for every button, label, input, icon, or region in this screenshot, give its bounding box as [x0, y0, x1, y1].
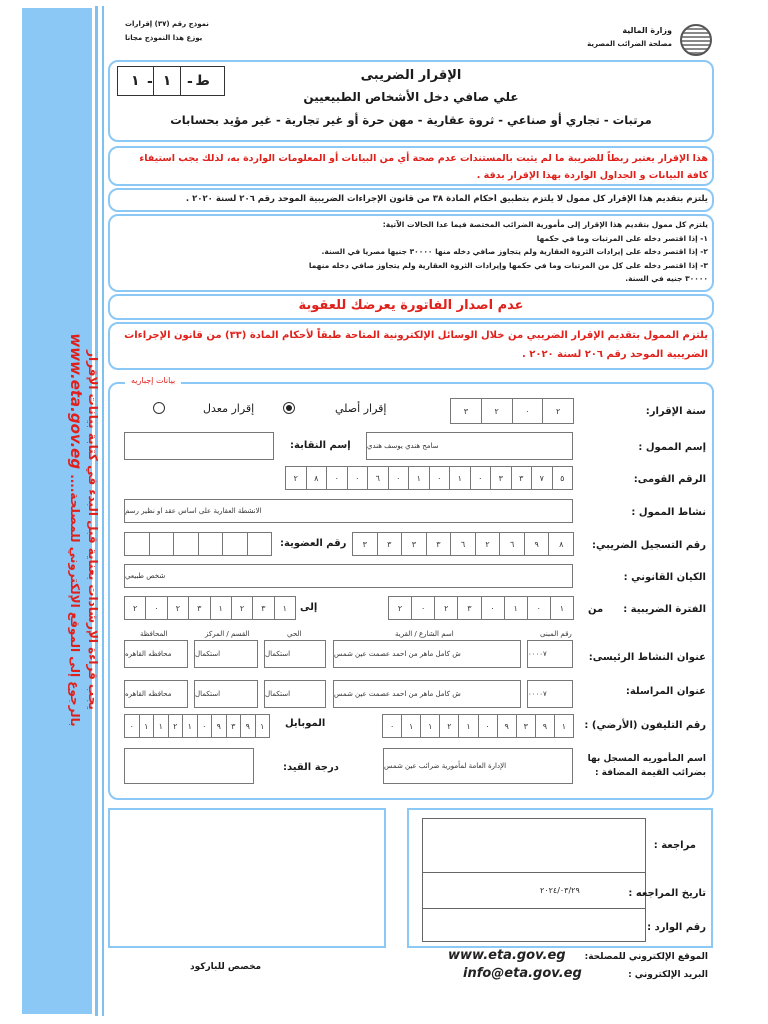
period-from-digit[interactable]: ٣: [457, 597, 480, 619]
year-digit[interactable]: ٢: [542, 399, 573, 423]
landline-digit[interactable]: ٩: [535, 715, 554, 737]
period-to-input[interactable]: [124, 596, 296, 620]
union-name-input[interactable]: [124, 432, 274, 460]
national-id-digit[interactable]: ٠: [429, 467, 450, 489]
period-to-digit[interactable]: ٠: [145, 597, 166, 619]
landline-digit[interactable]: ٢: [439, 715, 458, 737]
membership-digit[interactable]: [149, 533, 174, 555]
mail-address-building-input[interactable]: ٠٠٠٠٧: [527, 680, 573, 708]
national-id-input[interactable]: [285, 466, 573, 490]
tax-registration-digit[interactable]: ٩: [524, 533, 549, 555]
period-to-label: إلى: [300, 602, 318, 613]
notice-list: [116, 218, 708, 286]
website-label: الموقع الإلكتروني للمصلحة:: [584, 952, 708, 962]
landline-digit[interactable]: ٠: [389, 721, 395, 731]
mobile-digit[interactable]: ١: [153, 715, 168, 737]
main-address-building-input[interactable]: ٠٠٠٠٧: [527, 640, 573, 668]
landline-label: رقم التليفون (الأرضي) :: [584, 720, 706, 731]
legal-entity-input[interactable]: شخص طبيعي: [124, 564, 573, 588]
year-input[interactable]: [450, 398, 574, 424]
period-from-input[interactable]: [388, 596, 574, 620]
mail-address-label: عنوان المراسلة:: [625, 686, 706, 697]
period-from-label: من: [588, 604, 604, 615]
membership-input[interactable]: [124, 532, 272, 556]
period-from-digit[interactable]: ٠: [527, 597, 550, 619]
sidebar-website-link[interactable]: www.eta.gov.eg: [67, 333, 85, 470]
mobile-digit[interactable]: ١: [255, 715, 270, 737]
mail-address-district-input[interactable]: استكمال: [264, 680, 326, 708]
form-subtitle: علي صافي دخل الأشخاص الطبيعيين: [303, 90, 519, 104]
tax-registration-input[interactable]: [352, 532, 574, 556]
year-digit[interactable]: ٢: [481, 399, 512, 423]
taxpayer-name-label: إسم الممول :: [638, 442, 706, 453]
registration-degree-label: درجة القيد:: [283, 762, 339, 773]
mobile-digit[interactable]: ٩: [240, 715, 255, 737]
membership-digit[interactable]: [222, 533, 247, 555]
landline-digit[interactable]: ٠: [478, 715, 497, 737]
mobile-digit[interactable]: ٠: [129, 721, 134, 731]
membership-digit[interactable]: [247, 533, 272, 555]
mobile-digit[interactable]: ١: [182, 715, 197, 737]
ministry-name: وزارة المالية: [622, 26, 672, 35]
review-signature-area[interactable]: [422, 818, 646, 942]
registration-degree-input[interactable]: [124, 748, 254, 784]
mobile-digit[interactable]: ٠: [197, 715, 212, 737]
national-id-digit[interactable]: ٠: [347, 467, 368, 489]
activity-input[interactable]: الانشطة العقارية على اساس عقد او نظير رسم: [124, 499, 573, 523]
vat-office-label-2: بضرائب القيمة المضافة :: [594, 768, 706, 778]
review-divider: [422, 908, 646, 909]
period-to-digit[interactable]: ٢: [133, 603, 138, 613]
mail-address-governorate-input[interactable]: محافظه القاهره: [124, 680, 188, 708]
mobile-digit[interactable]: ٣: [226, 715, 241, 737]
mobile-digit[interactable]: ٢: [168, 715, 183, 737]
section-title: بيانات إجباريه: [125, 376, 181, 385]
national-id-digit[interactable]: ٣: [490, 467, 511, 489]
form-code-part: ١: [153, 67, 181, 95]
taxpayer-name-input[interactable]: سامح هندي يوسف هندي: [366, 432, 573, 460]
landline-digit[interactable]: ١: [458, 715, 477, 737]
notice-list-intro: يلتزم كل ممول بتقديم هذا الإقرار إلى مأمورية الضرائب المختصة فيما عدا الحالات الآتية:: [382, 220, 708, 229]
national-id-digit[interactable]: ٠: [326, 467, 347, 489]
notice-list-item: ٣٠٠٠٠ جنيه في السنة.: [625, 274, 708, 283]
notice-art38-text: يلتزم بتقديم هذا الإقرار كل ممول لا يلتزم بتطبيق أحكام المادة ٣٨ من قانون الإجراءات الضريبية الموحد رقم ٢٠٦ لسنة ٢٠٢٠ .: [185, 194, 708, 204]
tax-registration-digit[interactable]: ٨: [548, 533, 573, 555]
tax-registration-digit[interactable]: ٦: [450, 533, 475, 555]
national-id-digit[interactable]: ١: [449, 467, 470, 489]
period-from-digit[interactable]: ٢: [397, 603, 403, 613]
ministry-logo: [680, 24, 712, 56]
period-to-digit[interactable]: ٢: [231, 597, 252, 619]
review-date-value[interactable]: ٢٠٢٤/٠٣/٢٩: [540, 886, 580, 895]
free-distribution-text: يوزع هذا النموذج مجانا: [125, 34, 203, 42]
notice-list-item: ١- إذا اقتصر دخله على المرتبات وما في حكمها: [536, 233, 708, 243]
tax-registration-label: رقم التسجيل الضريبي:: [592, 540, 706, 551]
barcode-box: [108, 808, 386, 948]
year-digit[interactable]: ٠: [512, 399, 543, 423]
sidebar-instructions-line1: يجب قراءة الإرشادات بعناية قبل البدء في كتابة بيانات الإقرار: [86, 350, 100, 710]
national-id-digit[interactable]: ٠: [388, 467, 409, 489]
national-id-digit[interactable]: ١: [408, 467, 429, 489]
national-id-label: الرقم القومى:: [633, 474, 706, 485]
notice-art33-text: يلتزم الممول بتقديم الإقرار الضريبي من خلال الوسائل الإلكترونية المتاحة طبقاً لأحكام المادة (٣٣) من قانون الإجراءات الضريبية الموحد رقم ٢٠٦ لسنة ٢٠٢٠ .: [124, 330, 708, 360]
period-to-digit[interactable]: ٢: [167, 597, 188, 619]
review-date-label: تاريخ المراجعه :: [628, 888, 706, 899]
vertical-divider-line: [102, 6, 104, 1016]
vat-office-label: اسم المأموريه المسجل بها: [587, 754, 706, 764]
original-return-radio[interactable]: [283, 402, 295, 414]
national-id-digit[interactable]: ٧: [531, 467, 552, 489]
addr-header-district: الحي: [287, 630, 302, 638]
form-code-part: ط: [180, 67, 224, 95]
mobile-digit[interactable]: ٩: [211, 715, 226, 737]
review-divider: [422, 872, 646, 873]
national-id-digit[interactable]: ٠: [470, 467, 491, 489]
incoming-number-label: رقم الوارد :: [647, 922, 706, 933]
sidebar-instructions-line2: بالرجوع إلى الموقع الإلكتروني للمصلحة....: [68, 474, 82, 727]
national-id-digit[interactable]: ٣: [511, 467, 532, 489]
activity-label: نشاط الممول :: [631, 507, 706, 518]
addr-header-building: رقم المبنى: [540, 630, 572, 638]
main-address-label: عنوان النشاط الرئيسى:: [588, 652, 706, 663]
form-code-dash: -: [187, 74, 193, 90]
national-id-digit[interactable]: ٥: [552, 467, 573, 489]
addr-header-street: اسم الشارع / القرية: [395, 630, 454, 638]
email-label: البريد الإلكتروني :: [628, 970, 708, 980]
authority-name: مصلحة الضرائب المصرية: [587, 40, 672, 48]
main-address-district-input[interactable]: استكمال: [264, 640, 326, 668]
addr-header-section: القسم / المركز: [205, 630, 250, 638]
landline-digit[interactable]: ٣: [516, 715, 535, 737]
form-number-text: نموذج رقم (٣٧) إقرارات: [125, 20, 209, 28]
period-from-digit[interactable]: ١: [504, 597, 527, 619]
sidebar-instructions-text: [40, 250, 100, 810]
invoice-penalty-text: عدم اصدار الفاتورة يعرضك للعقوبة: [298, 298, 524, 313]
mobile-label: الموبايل: [285, 718, 326, 729]
membership-digit[interactable]: [198, 533, 223, 555]
period-to-digit[interactable]: ٣: [252, 597, 273, 619]
period-to-digit[interactable]: ١: [210, 597, 231, 619]
landline-input[interactable]: [382, 714, 574, 738]
mail-address-section-input[interactable]: استكمال: [194, 680, 258, 708]
form-income-types: مرتبات - تجاري أو صناعي - ثروة عقارية - مهن حرة أو غير تجارية - غير مؤيد بحسابات: [170, 113, 652, 127]
national-id-digit[interactable]: ٢: [293, 473, 298, 483]
form-code-dash: -: [147, 74, 153, 90]
landline-digit[interactable]: ١: [401, 715, 420, 737]
vat-office-input[interactable]: الإدارة العامة لمأمورية ضرائب عين شمس: [383, 748, 573, 784]
tax-period-label: الفترة الضريبية :: [623, 604, 706, 615]
membership-label: رقم العضوية:: [280, 538, 347, 549]
amended-return-label: إقرار معدل: [203, 402, 255, 415]
website-link[interactable]: www.eta.gov.eg: [448, 948, 566, 963]
membership-digit[interactable]: [125, 533, 149, 555]
year-digit[interactable]: ٣: [463, 406, 469, 416]
landline-digit[interactable]: ٩: [497, 715, 516, 737]
main-address-section-input[interactable]: استكمال: [194, 640, 258, 668]
mobile-input[interactable]: [124, 714, 270, 738]
legal-entity-label: الكيان القانوني :: [623, 572, 706, 583]
tax-registration-digit[interactable]: ٣: [377, 533, 402, 555]
mail-address-street-input[interactable]: ش كامل ماهر من احمد عصمت عين شمس: [333, 680, 521, 708]
form-title: الإقرار الضريبى: [360, 68, 462, 83]
national-id-digit[interactable]: ٨: [306, 467, 327, 489]
tax-registration-digit[interactable]: ٣: [362, 539, 367, 549]
main-address-street-input[interactable]: ش كامل ماهر من احمد عصمت عين شمس: [333, 640, 521, 668]
notice-list-item: ٣- إذا اقتصر دخله على كل من المرتبات وما في حكمها وإيرادات الثروة العقارية ولم يتجاوز صافي دخله منهما: [308, 260, 708, 270]
tax-registration-digit[interactable]: ٣: [401, 533, 426, 555]
email-link[interactable]: info@eta.gov.eg: [463, 966, 582, 981]
period-from-digit[interactable]: ٠: [411, 597, 434, 619]
mobile-digit[interactable]: ١: [139, 715, 154, 737]
review-label: مراجعة :: [653, 840, 696, 851]
period-from-digit[interactable]: ٢: [434, 597, 457, 619]
notice-red-text: هذا الإقرار يعتبر ربطاً للضريبة ما لم يثبت بالمستندات عدم صحة أي من البيانات أو المعلومات الواردة به، لذلك يجب استيفاء كافة البيانات و الجداول الواردة بهذا الإقرار بدقة .: [139, 153, 708, 181]
landline-digit[interactable]: ١: [554, 715, 573, 737]
year-label: سنة الإقرار:: [645, 406, 706, 417]
barcode-label: مخصص للباركود: [190, 962, 262, 972]
form-code-part: ١: [131, 73, 140, 89]
tax-registration-digit[interactable]: ٢: [475, 533, 500, 555]
national-id-digit[interactable]: ٦: [367, 467, 388, 489]
landline-digit[interactable]: ١: [420, 715, 439, 737]
amended-return-radio[interactable]: [153, 402, 165, 414]
tax-registration-digit[interactable]: ٣: [426, 533, 451, 555]
period-from-digit[interactable]: ١: [550, 597, 573, 619]
period-from-digit[interactable]: ٠: [481, 597, 504, 619]
union-name-label: إسم النقابة:: [290, 440, 351, 451]
period-to-digit[interactable]: ٣: [188, 597, 209, 619]
period-to-digit[interactable]: ١: [274, 597, 295, 619]
radio-selected-dot: [286, 405, 292, 411]
main-address-governorate-input[interactable]: محافظه القاهره: [124, 640, 188, 668]
tax-registration-digit[interactable]: ٦: [499, 533, 524, 555]
notice-list-item: ٢- إذا اقتصر دخله على إيرادات الثروة العقارية ولم يتجاوز صافي دخله منها ٣٠٠٠٠ جنيها مصريا في السنة.: [321, 247, 708, 256]
membership-digit[interactable]: [173, 533, 198, 555]
original-return-label: إقرار أصلي: [335, 402, 387, 415]
addr-header-governorate: المحافظة: [140, 630, 168, 638]
